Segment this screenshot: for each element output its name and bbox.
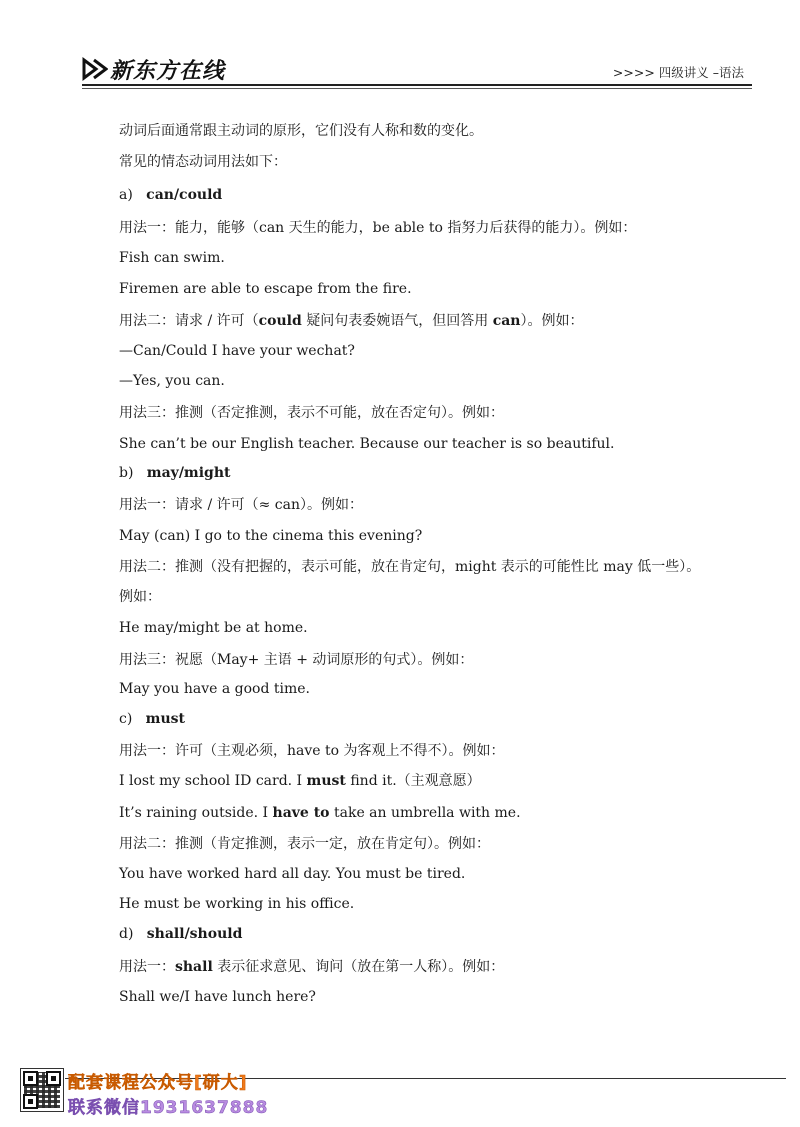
qr-finder-top-right <box>46 1071 61 1086</box>
header-divider-thin <box>82 88 752 89</box>
section-a-example-3: —Can/Could I have your wechat? <box>119 343 355 359</box>
header-divider <box>82 84 752 86</box>
logo-text: 新东方在线 <box>110 58 226 84</box>
section-b-usage-1: 用法一：请求 / 许可（≈ can）。例如： <box>119 497 364 513</box>
usage-2-could: could <box>258 313 302 329</box>
usage-2-pre: 用法二：请求 / 许可（ <box>119 313 259 329</box>
logo-mark-icon <box>82 56 108 82</box>
usage-2-post: ）。例如： <box>520 313 584 329</box>
section-d-usage-1 <box>119 957 504 977</box>
usage-2-mid: 疑问句表委婉语气，但回答用 <box>301 313 493 329</box>
section-c-usage-2: 用法二：推测（肯定推测，表示一定，放在肯定句）。例如： <box>119 836 490 852</box>
section-a-usage-2 <box>119 311 583 331</box>
section-c-example-1 <box>119 771 481 791</box>
header-logo <box>82 52 225 86</box>
section-a-heading <box>119 185 222 205</box>
section-b-example-3: May you have a good time. <box>119 681 310 697</box>
section-a-usage-3: 用法三：推测（否定推测，表示不可能，放在否定句）。例如： <box>119 405 504 421</box>
intro-line-1: 动词后面通常跟主动词的原形，它们没有人称和数的变化。 <box>119 123 483 139</box>
section-a-example-1: Fish can swim. <box>119 250 225 266</box>
intro-line-2: 常见的情态动词用法如下： <box>119 154 287 170</box>
section-d-heading <box>119 924 242 944</box>
section-a-prefix: a) <box>119 187 133 203</box>
section-b-title: may/might <box>146 465 231 481</box>
section-d-title: shall/should <box>146 926 243 942</box>
section-c-heading <box>119 709 185 729</box>
section-a-example-2: Firemen are able to escape from the fire. <box>119 281 412 297</box>
footer-promo-line-2: 联系微信1931637888 <box>68 1098 269 1118</box>
section-c-example-3: You have worked hard all day. You must be tired. <box>119 866 466 882</box>
header-section-label: >>>> 四级讲义 –语法 <box>612 65 744 80</box>
section-b-usage-3: 用法三：祝愿（May+ 主语 + 动词原形的句式）。例如： <box>119 652 474 668</box>
section-b-usage-2-cont: 例如： <box>119 589 161 605</box>
section-c-title: must <box>145 711 186 727</box>
section-c-example-4: He must be working in his office. <box>119 896 355 912</box>
d-usage-1-pre: 用法一： <box>119 959 175 975</box>
section-d-prefix: d) <box>119 926 134 942</box>
c-example-2-pre: It’s raining outside. I <box>119 805 273 821</box>
d-usage-1-post: 表示征求意见、询问（放在第一人称）。例如： <box>212 959 505 975</box>
section-b-example-1: May (can) I go to the cinema this evening? <box>119 528 423 544</box>
section-a-usage-1: 用法一：能力，能够（can 天生的能力，be able to 指努力后获得的能力）。例如： <box>119 220 637 236</box>
c-example-1-post: find it.（主观意愿） <box>345 773 481 789</box>
qr-finder-bottom-left <box>23 1094 38 1109</box>
section-a-example-4: —Yes, you can. <box>119 373 225 389</box>
section-d-example-1: Shall we/I have lunch here? <box>119 989 316 1005</box>
c-example-2-post: take an umbrella with me. <box>329 805 521 821</box>
section-b-usage-2: 用法二：推测（没有把握的，表示可能，放在肯定句，might 表示的可能性比 may 低一些）。 <box>119 559 701 575</box>
footer-promo-line-1: 配套课程公众号[研大] <box>68 1073 248 1093</box>
c-example-1-pre: I lost my school ID card. I <box>119 773 307 789</box>
qr-code-icon <box>20 1068 64 1112</box>
section-c-prefix: c) <box>119 711 133 727</box>
section-c-example-2 <box>119 803 521 823</box>
section-a-example-5: She can’t be our English teacher. Because our teacher is so beautiful. <box>119 436 615 452</box>
section-b-heading <box>119 463 231 483</box>
c-example-1-must: must <box>306 773 346 789</box>
section-a-title: can/could <box>146 187 223 203</box>
qr-finder-top-left <box>23 1071 38 1086</box>
section-b-prefix: b) <box>119 465 134 481</box>
d-usage-1-shall: shall <box>175 959 213 975</box>
c-example-2-have-to: have to <box>272 805 330 821</box>
section-b-example-2: He may/might be at home. <box>119 620 308 636</box>
section-c-usage-1: 用法一：许可（主观必须，have to 为客观上不得不）。例如： <box>119 743 505 759</box>
usage-2-can: can <box>492 313 521 329</box>
